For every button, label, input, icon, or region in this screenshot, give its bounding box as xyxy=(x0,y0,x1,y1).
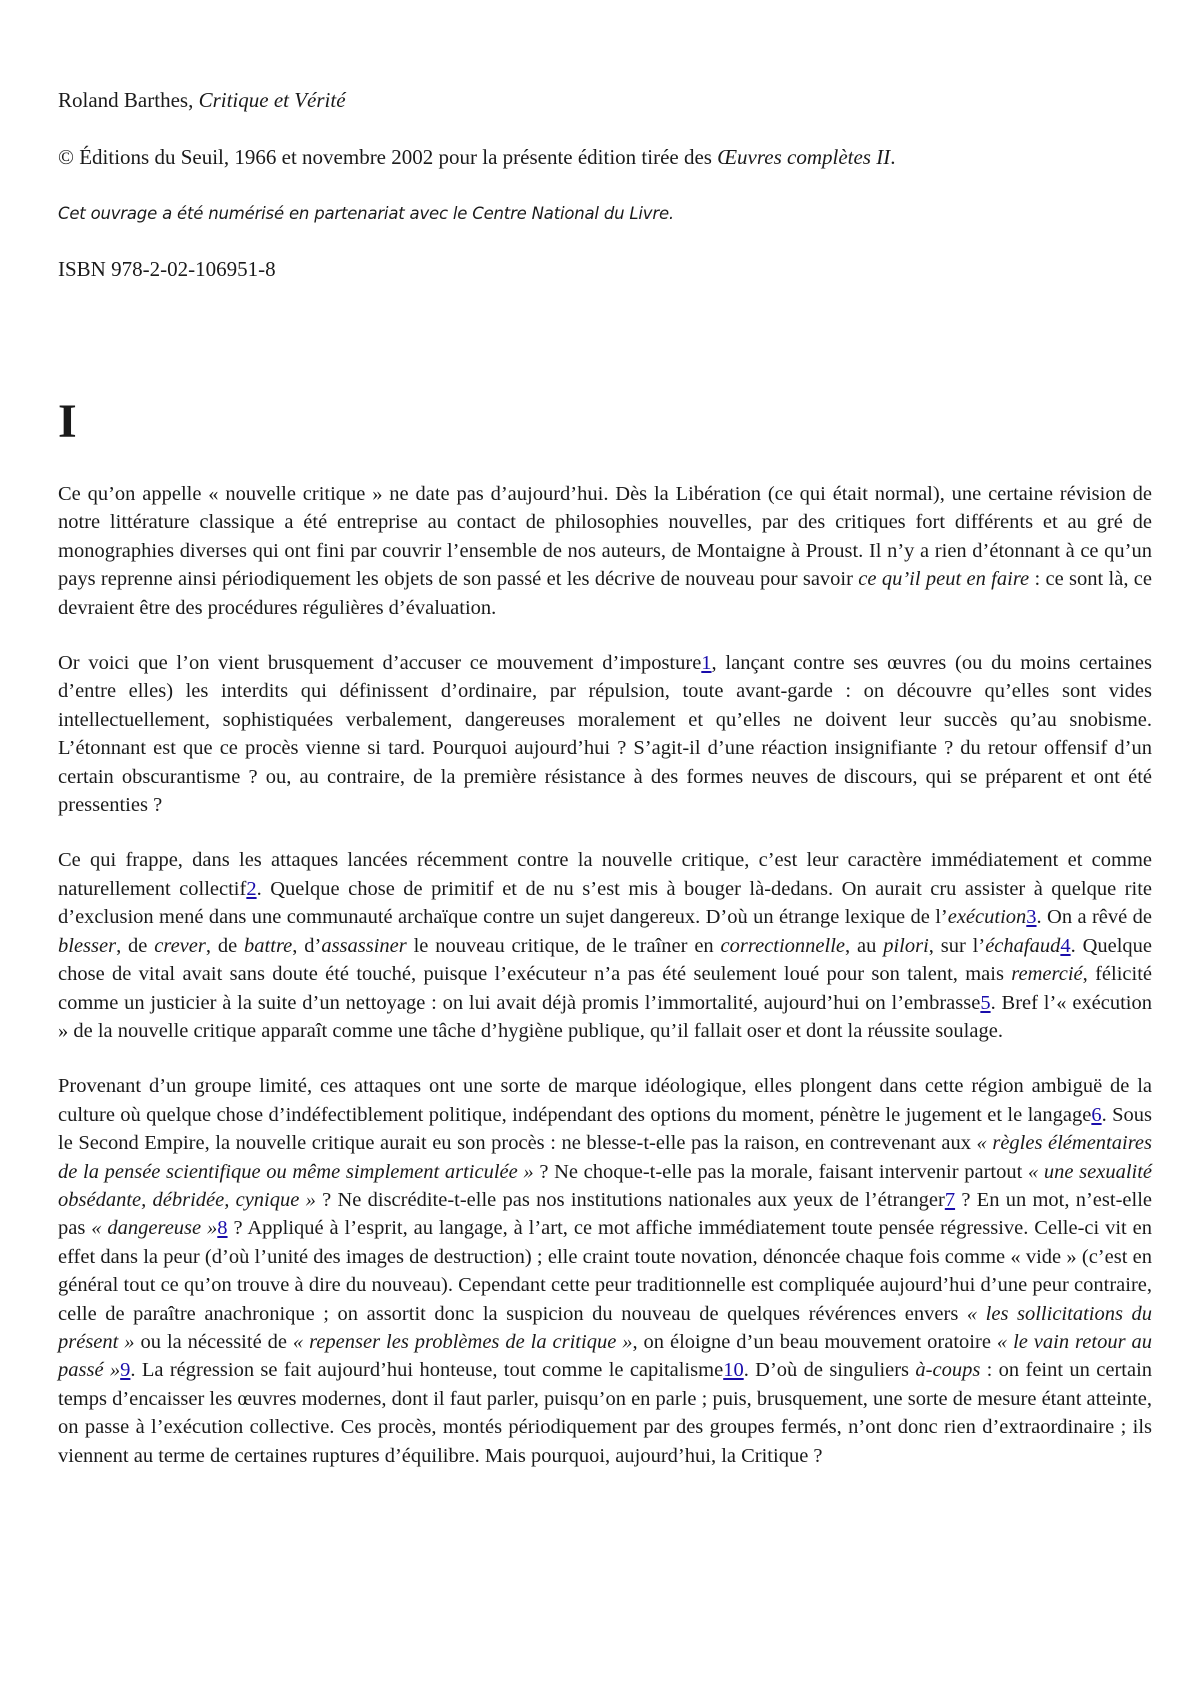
paragraph-text: , de xyxy=(205,934,245,957)
emphasis-text: correctionnelle xyxy=(720,934,846,957)
footnote-link[interactable]: 1 xyxy=(701,652,712,675)
footnote-link[interactable]: 3 xyxy=(1026,906,1037,929)
footnote-link[interactable]: 10 xyxy=(723,1359,744,1382)
footnote-link[interactable]: 5 xyxy=(980,991,991,1014)
footnote-link[interactable]: 4 xyxy=(1060,934,1071,957)
paragraph-text: ? Appliqué à l’esprit, au langage, à l’art, ce mot affiche immédiatement toute pensée régressive. Celle-ci vit en effet dans la peur (d’où l’unité des images de destruction) ; elle craint toute novation, dénoncée chaque fois comme « vide » (c’est en général tout ce qu’on trouve à dire du nouveau). Cependant cette peur traditionnelle est compliquée aujourd’hui d’une peur contraire, celle de paraître anachronique ; on assortit donc la suspicion du nouveau de quelques révérences envers xyxy=(58,1217,1152,1325)
footnote-link[interactable]: 7 xyxy=(944,1188,956,1211)
paragraph-text: , de xyxy=(116,934,155,957)
emphasis-text: « les sollicitations du présent » xyxy=(58,1302,1152,1353)
emphasis-text: « repenser les problèmes de la critique » xyxy=(292,1330,633,1353)
paragraph-text: . On a rêvé de xyxy=(1036,906,1152,929)
paragraph-text: Provenant d’un groupe limité, ces attaques ont une sorte de marque idéologique, elles plongent dans cette région ambiguë de la culture où quelque chose d’indéfectiblement politique, indépendant des options du moment, pénètre le jugement et le langage xyxy=(58,1075,1152,1126)
paragraph-text: . La régression se fait aujourd’hui honteuse, tout comme le capitalisme xyxy=(130,1359,724,1382)
paragraph-text: . Sous le Second Empire, la nouvelle critique aurait eu son procès : ne blesse-t-elle pas la raison, en contrevenant aux xyxy=(58,1103,1152,1155)
paragraph-text: , lançant contre ses œuvres (ou du moins certaines d’entre elles) les interdits qui définissent d’ordinaire, par répulsion, toute avant-garde : on découvre qu’elles sont vides intellectuellement, sophistiquées verbalement, dangereuses moralement et qu’elles ne doivent leur succès qu’au snobisme. L’étonnant est que ce procès vienne si tard. Pourquoi aujourd’hui ? S’agit-il d’une réaction insignifiante ? du retour offensif d’un certain obscurantisme ? ou, au contraire, de la première résistance à des formes neuves de discours, qui se préparent et ont été pressenties ? xyxy=(58,652,1152,817)
paragraph-text: Ce qu’on appelle « nouvelle critique » ne date pas d’aujourd’hui. Dès la Libération (ce qui était normal), une certaine révision de notre littérature classique a été entreprise au contact de philosophies nouvelles, par des critiques fort différents et au gré de monographies diverses qui ont fini par couvrir l’ensemble de nos auteurs, de Montaigne à Proust. Il n’y a rien d’étonnant à ce qu’un pays reprenne ainsi périodiquement les objets de son passé et les décrive de nouveau pour savoir xyxy=(58,483,1152,591)
emphasis-text: assassiner xyxy=(321,934,407,957)
emphasis-text: échafaud xyxy=(985,934,1061,957)
emphasis-text: « dangereuse » xyxy=(91,1217,218,1240)
emphasis-text: blesser xyxy=(58,934,117,957)
footnote-link[interactable]: 6 xyxy=(1091,1103,1102,1126)
emphasis-text: « le vain retour au passé » xyxy=(58,1330,1152,1382)
body-paragraph xyxy=(58,846,1152,1045)
paragraph-text: : ce sont là, ce devraient être des procédures régulières d’évaluation. xyxy=(58,568,1152,619)
copyright-work: Œuvres complètes II xyxy=(717,145,891,169)
paragraph-text: ? Ne discrédite-t-elle pas nos institutions nationales aux yeux de l’étranger xyxy=(315,1188,945,1211)
emphasis-text: exécution xyxy=(947,906,1027,929)
emphasis-text: crever xyxy=(154,934,206,957)
chapter-heading: I xyxy=(58,395,77,448)
paragraph-text: . Quelque chose de primitif et de nu s’est mis à bouger là-dedans. On aurait cru assister à quelque rite d’exclusion mené dans une communauté archaïque contre un sujet dangereux. D’où un étrange lexique de l’ xyxy=(58,877,1152,929)
paragraph-text: , sur l’ xyxy=(928,934,986,957)
emphasis-text: « règles élémentaires de la pensée scientifique ou même simplement articulée » xyxy=(58,1132,1152,1183)
paragraph-text: : on feint un certain temps d’encaisser les œuvres modernes, dont il faut parler, puisqu’on en parle ; puis, brusquement, une sorte de mesure étant atteinte, on passe à l’exécution collective. Ces procès, montés périodiquement par des groupes fermés, n’ont donc rien d’extraordinaire ; ils viennent au terme de certaines ruptures d’équilibre. Mais pourquoi, aujourd’hui, la Critique ? xyxy=(58,1359,1153,1467)
emphasis-text: remercié xyxy=(1011,963,1083,986)
paragraph-text: ? En un mot, n’est-elle pas xyxy=(58,1188,1152,1240)
copyright-suffix: . xyxy=(890,145,896,169)
digitization-note: Cet ouvrage a été numérisé en partenariat avec le Centre National du Livre. xyxy=(58,204,674,223)
paragraph-text: le nouveau critique, de le traîner en xyxy=(406,934,721,957)
paragraph-text: Or voici que l’on vient brusquement d’accuser ce mouvement d’imposture xyxy=(58,652,702,675)
emphasis-text: pilori xyxy=(883,934,929,957)
copyright-line xyxy=(58,143,895,171)
paragraph-text: . D’où de singuliers xyxy=(743,1359,916,1382)
emphasis-text: ce qu’il peut en faire xyxy=(858,568,1030,591)
book-title: Critique et Vérité xyxy=(198,88,346,112)
paragraph-text: ? Ne choque-t-elle pas la morale, faisant intervenir partout xyxy=(533,1160,1028,1183)
paragraph-text: , au xyxy=(845,934,884,957)
paragraph-text: ou la nécessité de xyxy=(134,1330,293,1353)
paragraph-text: , félicité comme un justicier à la suite d’un nettoyage : on lui avait déjà promis l’immortalité, aujourd’hui on l’embrasse xyxy=(58,963,1153,1014)
paragraph-text: . Quelque chose de vital avait sans doute été touché, puisque l’exécuteur n’a pas été seulement loué pour son talent, mais xyxy=(58,934,1153,986)
isbn-line: ISBN 978-2-02-106951-8 xyxy=(58,257,276,281)
author-name: Roland Barthes xyxy=(58,88,189,112)
paragraph-text: . Bref l’« exécution » de la nouvelle critique apparaît comme une tâche d’hygiène publique, qu’il fallait oser et dont la réussite soulage. xyxy=(58,991,1153,1042)
body-paragraph xyxy=(58,1072,1152,1470)
paragraph-text: Ce qui frappe, dans les attaques lancées récemment contre la nouvelle critique, c’est leur caractère immédiatement et comme naturellement collectif xyxy=(58,849,1152,900)
paragraph-text: , on éloigne d’un beau mouvement oratoire xyxy=(632,1330,997,1353)
body-paragraph xyxy=(58,649,1152,819)
emphasis-text: à-coups xyxy=(915,1359,981,1382)
copyright-prefix: © Éditions du Seuil, 1966 et novembre 2002 pour la présente édition tirée des xyxy=(58,145,718,169)
footnote-link[interactable]: 9 xyxy=(120,1359,131,1382)
paragraph-text: , d’ xyxy=(292,934,322,957)
book-title-line xyxy=(58,86,346,114)
chapter-body xyxy=(58,480,1152,1497)
body-paragraph xyxy=(58,480,1152,622)
emphasis-text: battre xyxy=(244,934,293,957)
emphasis-text: « une sexualité obsédante, débridée, cynique » xyxy=(58,1160,1152,1211)
footnote-link[interactable]: 2 xyxy=(246,877,257,900)
footnote-link[interactable]: 8 xyxy=(217,1217,228,1240)
title-separator: , xyxy=(188,88,199,112)
